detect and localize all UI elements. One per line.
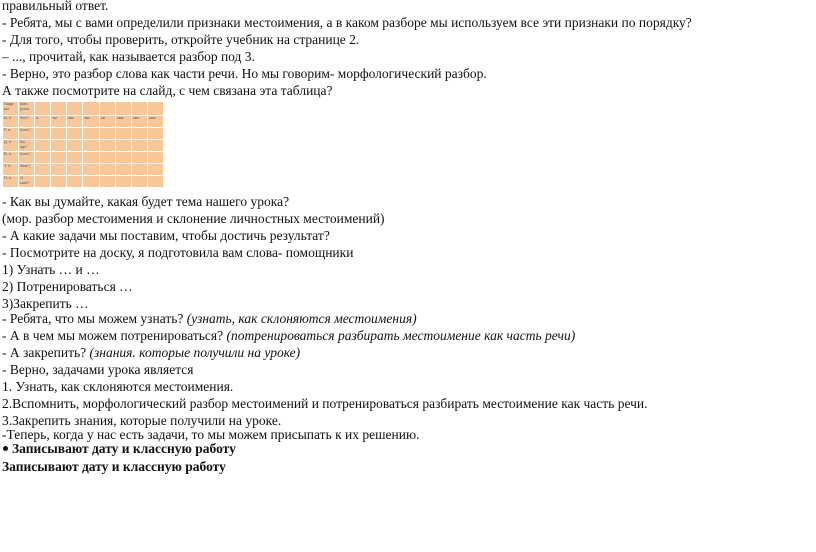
table-cell: Воп- росы	[19, 102, 35, 116]
bullet-text: Записывают дату и классную работу	[12, 441, 236, 456]
table-cell	[147, 102, 163, 116]
table-cell: она	[115, 116, 131, 128]
text-line: – ..., прочитай, как называется разбор под 3.	[2, 49, 255, 64]
table-cell: оно	[131, 116, 147, 128]
table-cell	[99, 102, 115, 116]
table-cell	[131, 140, 147, 152]
text-line: 1. Узнать, как склоняются местоимения.	[2, 379, 234, 394]
table-cell	[131, 164, 147, 176]
qa-line	[2, 345, 300, 361]
table-row	[3, 152, 164, 164]
table-cell: О ком?	[19, 176, 35, 188]
table-row	[3, 176, 164, 188]
text-line: 2) Потренироваться …	[2, 279, 133, 294]
text-line: - Верно, это разбор слова как части речи. Но мы говорим- морфологический разбор.	[2, 66, 487, 81]
table-cell	[147, 164, 163, 176]
table-cell: вы	[83, 116, 99, 128]
table-cell	[115, 102, 131, 116]
table-cell: ты	[51, 116, 67, 128]
text-line: 2.Вспомнить, морфологический разбор местоимений и потренироваться разбирать местоимение как часть речи.	[2, 396, 648, 411]
qa-line	[2, 328, 575, 344]
text-line: - Верно, задачами урока является	[2, 362, 194, 377]
qa-line	[2, 311, 417, 327]
text-line: - Как вы думайте, какая будет тема нашего урока?	[2, 194, 290, 209]
table-cell	[67, 164, 83, 176]
table-cell	[131, 102, 147, 116]
table-cell	[83, 152, 99, 164]
text-line: - Для того, чтобы проверить, откройте учебник на странице 2.	[2, 32, 360, 47]
table-cell: П. п.	[3, 176, 19, 188]
table-cell: я	[35, 116, 51, 128]
table-cell	[51, 128, 67, 140]
table-cell	[131, 176, 147, 188]
table-cell	[83, 140, 99, 152]
text-line: 3.Закрепить знания, которые получили на уроке.	[2, 413, 282, 428]
table-cell: В. п.	[3, 152, 19, 164]
table-cell	[67, 102, 83, 116]
table-cell	[131, 128, 147, 140]
table-cell	[35, 128, 51, 140]
text-line: 1) Узнать … и …	[2, 262, 100, 277]
answer-text: (знания. которые получили на уроке)	[89, 345, 301, 360]
table-cell	[115, 128, 131, 140]
table-cell	[51, 176, 67, 188]
table-cell	[51, 102, 67, 116]
table-cell	[35, 164, 51, 176]
table-cell: Кого?	[19, 152, 35, 164]
table-cell	[83, 164, 99, 176]
question-text: - А закрепить?	[2, 345, 87, 360]
question-text: - А в чем мы можем потренироваться?	[2, 328, 224, 343]
table-cell: Т. п.	[3, 164, 19, 176]
table-cell	[147, 128, 163, 140]
table-cell	[115, 164, 131, 176]
answer-text: (узнать, как склоняются местоимения)	[186, 311, 417, 326]
table-row	[3, 140, 164, 152]
table-cell: он	[99, 116, 115, 128]
table-cell	[35, 140, 51, 152]
table-cell	[51, 140, 67, 152]
table-row	[3, 164, 164, 176]
text-line: - Посмотрите на доску, я подготовила вам слова- помощники	[2, 245, 354, 260]
table-cell: они	[147, 116, 163, 128]
table-cell	[35, 176, 51, 188]
table-cell: Кого?	[19, 128, 35, 140]
table-cell	[99, 128, 115, 140]
text-line: - Ребята, мы с вами определили признаки местоимения, а в каком разборе мы используем все эти признаки по порядку?	[2, 15, 692, 30]
table-cell: Кем?	[19, 164, 35, 176]
text-line: -Теперь, когда у нас есть задачи, то мы можем присыпать к их решению.	[2, 427, 420, 442]
table-cell	[99, 164, 115, 176]
table-cell: Паде жи	[3, 102, 19, 116]
table-row	[3, 116, 164, 128]
bullet-item	[2, 441, 236, 457]
question-text: - Ребята, что мы можем узнать?	[2, 311, 184, 326]
table-cell	[147, 152, 163, 164]
table-cell	[51, 152, 67, 164]
table-cell	[83, 176, 99, 188]
table-cell	[115, 152, 131, 164]
table-cell	[51, 164, 67, 176]
table-cell: мы	[67, 116, 83, 128]
text-line: 3)Закрепить …	[2, 296, 89, 311]
bullet-icon	[3, 446, 8, 451]
table-cell	[115, 140, 131, 152]
table-cell	[83, 128, 99, 140]
table-cell	[99, 176, 115, 188]
table-cell: Р. п.	[3, 128, 19, 140]
table-cell	[99, 152, 115, 164]
table-cell	[131, 152, 147, 164]
table-cell	[115, 176, 131, 188]
table-cell	[99, 140, 115, 152]
text-line: - А какие задачи мы поставим, чтобы достичь результат?	[2, 228, 330, 243]
table-cell	[83, 102, 99, 116]
table-cell	[67, 140, 83, 152]
table-cell	[147, 176, 163, 188]
table-cell	[67, 128, 83, 140]
table-header-row	[3, 102, 164, 116]
table-cell	[35, 102, 51, 116]
text-line: А также посмотрите на слайд, с чем связана эта таблица?	[2, 83, 333, 98]
table-cell: Кто?	[19, 116, 35, 128]
declension-table	[2, 101, 164, 188]
text-line: Записывают дату и классную работу	[2, 459, 226, 474]
text-line: правильный ответ.	[2, 0, 109, 13]
table-row	[3, 128, 164, 140]
table-cell: И. п.	[3, 116, 19, 128]
table-cell: Д. п.	[3, 140, 19, 152]
answer-text: (потренироваться разбирать местоимение как часть речи)	[226, 328, 576, 343]
table-cell	[147, 140, 163, 152]
table-cell	[67, 176, 83, 188]
table-cell	[35, 152, 51, 164]
text-line: (мор. разбор местоимения и склонение личностных местоимений)	[2, 211, 385, 226]
table-cell: Ко- му?	[19, 140, 35, 152]
table-cell	[67, 152, 83, 164]
